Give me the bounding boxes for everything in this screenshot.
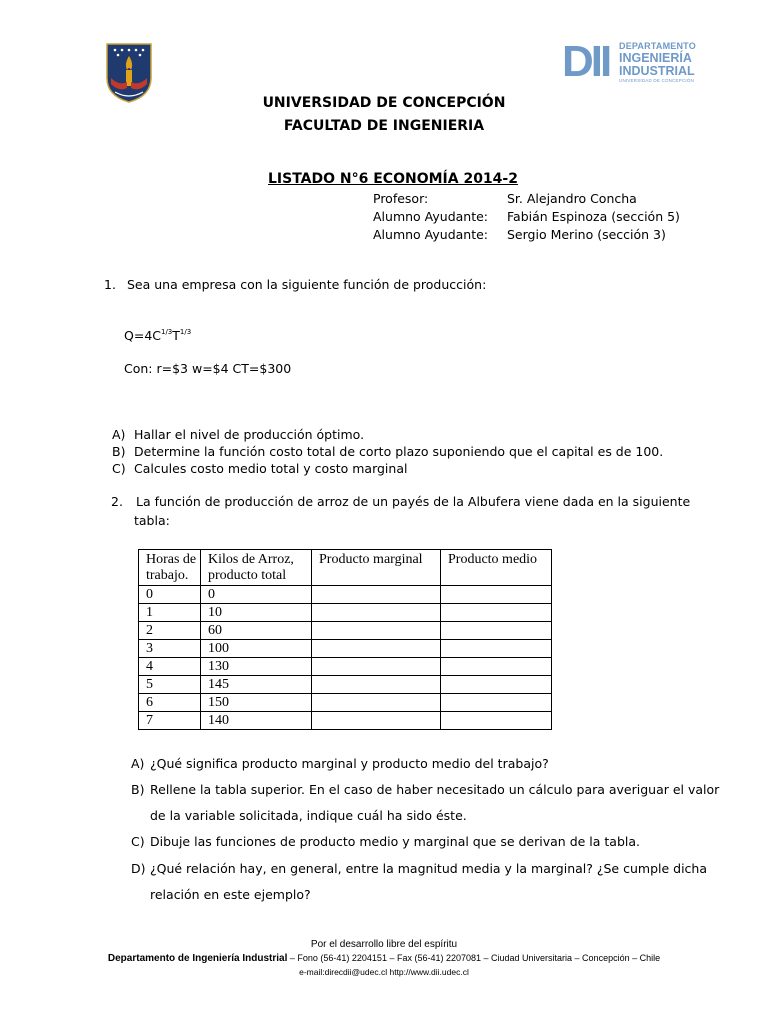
q1-item-c-label: C) [112, 461, 126, 476]
dii-logo-line-3: INDUSTRIAL [619, 63, 695, 78]
table-cell-total-product: 10 [201, 604, 312, 622]
dii-logo-line-1: DEPARTAMENTO [619, 41, 696, 51]
q1-item-a-text: Hallar el nivel de producción óptimo. [134, 427, 365, 442]
staff-name-assistant-2: Sergio Merino (sección 3) [507, 227, 666, 242]
q2-item-a-label: A) [131, 756, 145, 771]
q1-item-a-label: A) [112, 427, 126, 442]
table-cell-average-product [441, 658, 552, 676]
table-cell-total-product: 145 [201, 676, 312, 694]
staff-name-professor: Sr. Alejandro Concha [507, 191, 637, 206]
q2-item-c-text: Dibuje las funciones de producto medio y marginal que se derivan de la tabla. [150, 834, 640, 849]
table-cell-average-product [441, 694, 552, 712]
document-title: LISTADO N°6 ECONOMÍA 2014-2 [268, 171, 518, 187]
table-cell-hours: 4 [139, 658, 201, 676]
faculty-name: FACULTAD DE INGENIERIA [283, 118, 485, 134]
question-2-text-line-1: La función de producción de arroz de un payés de la Albufera viene dada en la siguiente [136, 494, 691, 509]
table-cell-hours: 1 [139, 604, 201, 622]
table-row [139, 658, 552, 676]
table-cell-hours: 0 [139, 586, 201, 604]
q1-item-b-text: Determine la función costo total de corto plazo suponiendo que el capital es de 100. [134, 444, 664, 459]
table-cell-total-product: 140 [201, 712, 312, 730]
table-header-row [139, 550, 552, 586]
table-row [139, 676, 552, 694]
dii-logo-line-4: UNIVERSIDAD DE CONCEPCIÓN [619, 78, 695, 83]
table-cell-total-product: 0 [201, 586, 312, 604]
footer-motto: Por el desarrollo libre del espíritu [310, 939, 458, 950]
q2-item-b-label: B) [131, 782, 145, 797]
question-2-text-line-2: tabla: [134, 513, 170, 528]
table-cell-average-product [441, 676, 552, 694]
table-cell-hours: 6 [139, 694, 201, 712]
table-row [139, 640, 552, 658]
question-1-text: Sea una empresa con la siguiente función de producción: [127, 277, 487, 292]
production-table [138, 549, 552, 730]
table-cell-marginal-product [312, 694, 441, 712]
q2-item-b-text: Rellene la tabla superior. En el caso de haber necesitado un cálculo para averiguar el valor [150, 782, 720, 797]
q1-item-b-label: B) [112, 444, 126, 459]
table-row [139, 712, 552, 730]
table-cell-average-product [441, 622, 552, 640]
table-cell-total-product: 100 [201, 640, 312, 658]
table-cell-total-product: 130 [201, 658, 312, 676]
table-cell-hours: 5 [139, 676, 201, 694]
table-cell-marginal-product [312, 676, 441, 694]
table-header-total-product: Kilos de Arroz, producto total [201, 550, 312, 586]
staff-role-professor: Profesor: [373, 191, 429, 206]
dii-logo-mark: DII [562, 37, 610, 86]
footer-department: Departamento de Ingeniería Industrial [107, 953, 288, 964]
table-cell-total-product: 150 [201, 694, 312, 712]
table-cell-hours: 2 [139, 622, 201, 640]
footer-contact-line [0, 953, 768, 964]
table-cell-marginal-product [312, 586, 441, 604]
table-header-hours: Horas de trabajo. [139, 550, 201, 586]
table-header-average-product: Producto medio [441, 550, 552, 586]
university-name: UNIVERSIDAD DE CONCEPCIÓN [262, 95, 506, 111]
dii-logo-line-2: INGENIERÍA [619, 51, 692, 65]
table-cell-marginal-product [312, 604, 441, 622]
question-1-conditions: Con: r=$3 w=$4 CT=$300 [124, 361, 292, 376]
q2-item-c-label: C) [131, 834, 145, 849]
table-row [139, 694, 552, 712]
q2-item-d-label: D) [131, 861, 146, 876]
table-row [139, 586, 552, 604]
staff-name-assistant-1: Fabián Espinoza (sección 5) [507, 209, 680, 224]
footer-contact: – Fono (56-41) 2204151 – Fax (56-41) 2207081 – Ciudad Universitaria – Concepción – Chile [287, 953, 661, 963]
table-cell-marginal-product [312, 712, 441, 730]
q2-item-a-text: ¿Qué significa producto marginal y producto medio del trabajo? [150, 756, 549, 771]
table-header-marginal-product: Producto marginal [312, 550, 441, 586]
table-cell-average-product [441, 640, 552, 658]
table-row [139, 604, 552, 622]
staff-role-assistant-1: Alumno Ayudante: [373, 209, 489, 224]
table-cell-marginal-product [312, 622, 441, 640]
table-cell-hours: 3 [139, 640, 201, 658]
table-cell-marginal-product [312, 658, 441, 676]
q2-item-d-text: ¿Qué relación hay, en general, entre la magnitud media y la marginal? ¿Se cumple dicha [150, 861, 708, 876]
table-row [139, 622, 552, 640]
department-logo [562, 37, 702, 86]
production-function-formula: $Q=4C^{1/3}T^{1/3}$ [124, 328, 192, 343]
q2-item-d-text-line-2: relación en este ejemplo? [150, 887, 311, 902]
table-cell-average-product [441, 604, 552, 622]
table-cell-marginal-product [312, 640, 441, 658]
table-cell-hours: 7 [139, 712, 201, 730]
q2-item-b-text-line-2: de la variable solicitada, indique cuál ha sido éste. [150, 808, 467, 823]
question-2-number: 2. [111, 494, 123, 509]
staff-role-assistant-2: Alumno Ayudante: [373, 227, 489, 242]
table-cell-average-product [441, 586, 552, 604]
footer-email-web: e-mail:direcdii@udec.cl http://www.dii.udec.cl [299, 967, 469, 977]
table-cell-total-product: 60 [201, 622, 312, 640]
table-cell-average-product [441, 712, 552, 730]
q1-item-c-text: Calcules costo medio total y costo marginal [134, 461, 408, 476]
question-1-number: 1. [104, 277, 116, 292]
